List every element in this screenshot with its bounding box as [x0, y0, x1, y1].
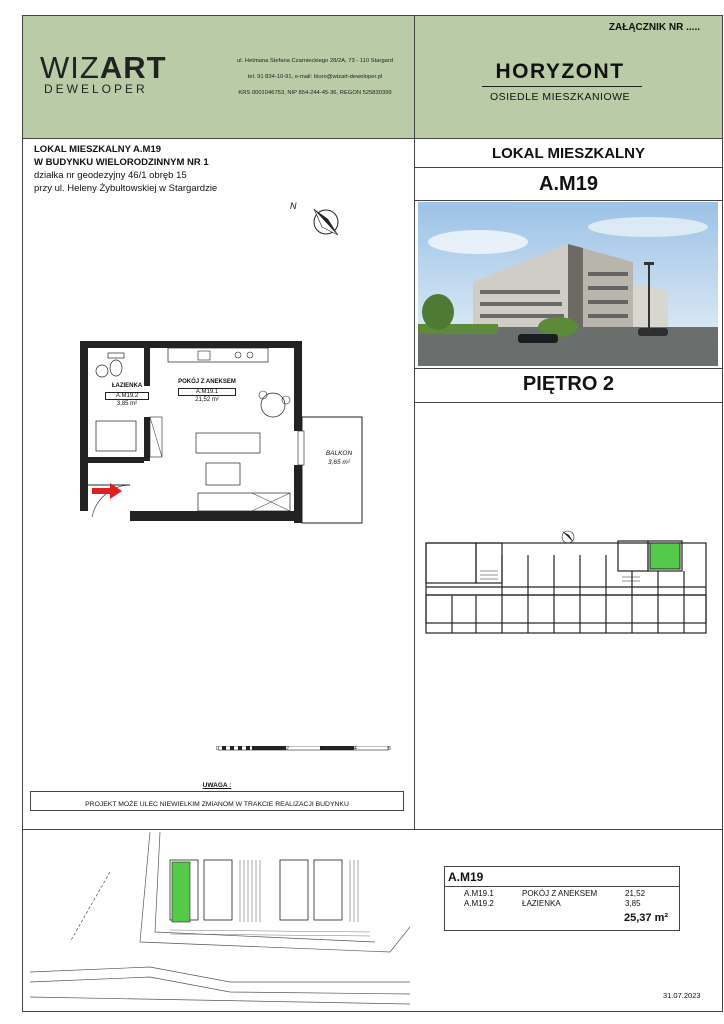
- room-area: 21,52 m²: [195, 397, 219, 403]
- attachment-number: ZAŁĄCZNIK NR .....: [608, 22, 700, 33]
- site-highlight: [172, 862, 190, 922]
- summary-divider: [444, 886, 680, 887]
- unit-line-4: przy ul. Heleny Żybułtowskiej w Stargardzie: [34, 183, 218, 194]
- unit-highlight: [650, 543, 680, 569]
- scale-label: 3: [320, 746, 323, 752]
- main-divider: [414, 139, 415, 829]
- summary-row-id: A.M19.1: [464, 889, 494, 898]
- unit-line-1: LOKAL MIESZKALNY A.M19: [34, 144, 162, 155]
- scale-label: 0: [216, 746, 219, 752]
- summary-row-area: 21,52: [625, 889, 646, 898]
- floor-key-plan: [418, 525, 718, 655]
- scale-label: 5: [388, 746, 391, 752]
- room-id: A.M19.1: [178, 388, 236, 396]
- summary-row-name: ŁAZIENKA: [522, 899, 561, 908]
- unit-line-3: działka nr geodezyjny 46/1 obręb 15: [34, 170, 187, 181]
- notice-title: UWAGA :: [202, 782, 232, 789]
- scale-label: 2: [286, 746, 289, 752]
- room-name: POKÓJ Z ANEKSEM: [178, 379, 236, 385]
- project-divider: [482, 86, 642, 87]
- header-divider: [414, 15, 415, 139]
- summary-row-area: 3,85: [625, 899, 641, 908]
- company-address: ul. Hetmana Stefana Czarnieckiego 28/2A, 73 - 110 Stargard: [237, 58, 393, 64]
- site-plan: [30, 832, 410, 1012]
- summary-unit-id: A.M19: [448, 870, 484, 884]
- compass-icon: [314, 209, 338, 235]
- right-title: LOKAL MIESZKALNY: [491, 145, 646, 162]
- scale-label: 1: [252, 746, 255, 752]
- right-divider-1: [414, 167, 723, 168]
- bathroom-name: ŁAZIENKA: [111, 383, 143, 389]
- right-unit-id: A.M19: [539, 173, 598, 195]
- right-divider-2: [414, 200, 723, 201]
- document-date: 31.07.2023: [663, 991, 701, 1000]
- logo-subtitle: DEWELOPER: [44, 82, 148, 96]
- balcony-name: BALKON: [325, 450, 353, 457]
- floor-plan: [78, 195, 378, 535]
- scale-label: 4: [354, 746, 357, 752]
- summary-row-name: POKÓJ Z ANEKSEM: [522, 889, 598, 898]
- project-subtitle: OSIEDLE MIESZKANIOWE: [489, 91, 631, 103]
- scale-bar: [218, 739, 394, 751]
- summary-total: 25,37 m²: [624, 912, 669, 924]
- bottom-divider: [22, 829, 723, 830]
- floor-label: PIĘTRO 2: [522, 373, 615, 395]
- logo: WIZART: [40, 50, 167, 85]
- company-registry: KRS 0001046753, NIP 854-244-45-36, REGON 525830399: [238, 90, 392, 96]
- key-compass-icon: [562, 531, 574, 543]
- notice-body: PROJEKT MOŻE ULEC NIEWIELKIM ZMIANOM W TRAKCIE REALIZACJI BUDYNKU: [85, 801, 349, 808]
- company-contact: tel. 91 834-10-91, e-mail: biuro@wizart-deweloper.pl: [247, 74, 383, 80]
- compass-label: N: [290, 201, 297, 211]
- bathroom-id: A.M19.2: [105, 392, 149, 400]
- project-name: HORYZONT: [495, 60, 625, 83]
- balcony-area: 3,65 m²: [327, 459, 351, 466]
- summary-row-id: A.M19.2: [464, 899, 494, 908]
- unit-line-2: W BUDYNKU WIELORODZINNYM NR 1: [34, 157, 209, 168]
- right-divider-4: [414, 402, 723, 403]
- right-divider-3: [414, 368, 723, 369]
- bathroom-area: 3,85 m²: [116, 401, 138, 407]
- building-rendering: [418, 202, 718, 366]
